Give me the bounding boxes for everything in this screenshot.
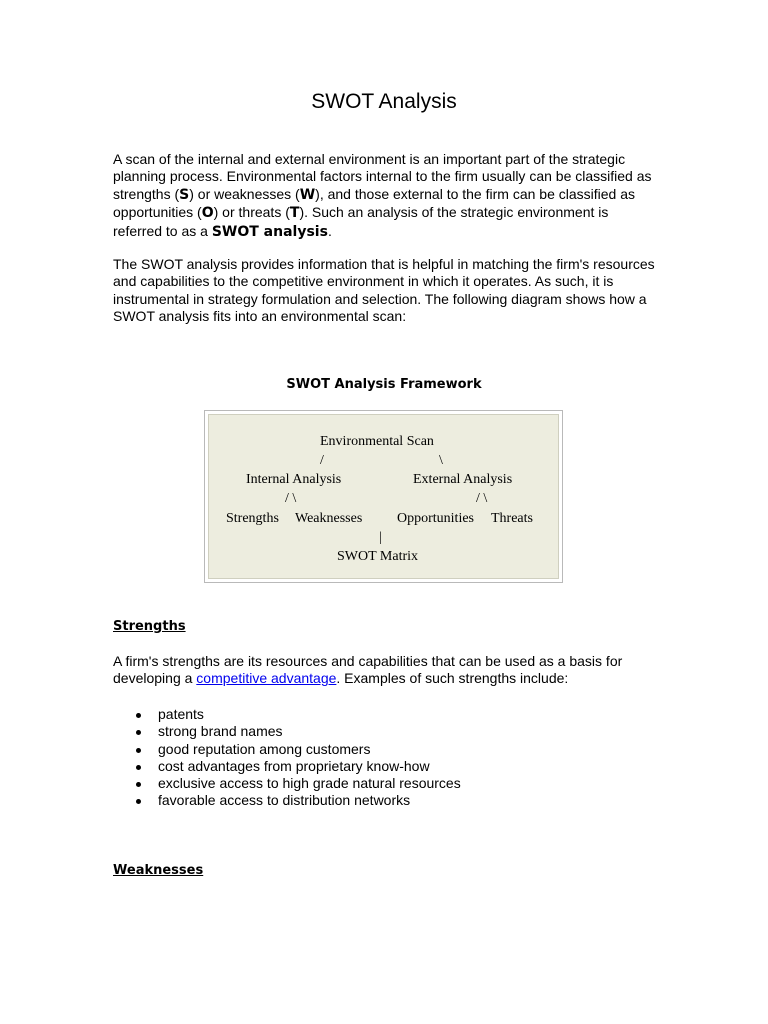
framework-right-branch: \ xyxy=(439,453,443,468)
framework-box xyxy=(204,410,563,583)
list-item-text: strong brand names xyxy=(158,723,283,740)
bold-swot-analysis: SWOT analysis xyxy=(211,223,328,240)
list-item-text: good reputation among customers xyxy=(158,740,371,757)
bullet-icon xyxy=(136,799,141,804)
framework-internal-branch: / \ xyxy=(285,491,297,506)
bullet-icon xyxy=(136,730,141,735)
framework-internal: Internal Analysis xyxy=(246,472,342,487)
list-item xyxy=(113,723,461,740)
framework-weaknesses: Weaknesses xyxy=(295,511,363,526)
bullet-icon xyxy=(136,748,141,753)
framework-strengths: Strengths xyxy=(226,511,279,526)
intro-paragraph-1 xyxy=(113,151,658,241)
framework-opportunities: Opportunities xyxy=(397,511,474,526)
list-item xyxy=(113,775,461,792)
page-title: SWOT Analysis xyxy=(311,90,457,113)
list-item-text: exclusive access to high grade natural resources xyxy=(158,775,461,792)
list-item xyxy=(113,758,461,775)
intro-text: A scan of the internal and external environment is an important part of the strategic planning process. Environmental factors internal to the firm usually can be classified as strengths ( xyxy=(113,151,652,202)
framework-external-branch: / \ xyxy=(476,491,488,506)
strengths-paragraph xyxy=(113,653,658,688)
strengths-text: A firm's strengths are its resources and capabilities that can be used as a basis for developing a xyxy=(113,653,623,687)
framework-matrix: SWOT Matrix xyxy=(337,549,419,564)
framework-left-branch: / xyxy=(320,453,324,468)
bold-o: O xyxy=(201,205,214,222)
list-item-text: patents xyxy=(158,706,204,722)
framework-root: Environmental Scan xyxy=(320,434,434,449)
strengths-heading: Strengths xyxy=(113,619,186,634)
framework-threats: Threats xyxy=(491,511,533,526)
intro-text: . xyxy=(327,222,332,239)
framework-caption: SWOT Analysis Framework xyxy=(286,377,482,392)
framework-pipe: | xyxy=(379,530,382,545)
intro-text: ) or threats ( xyxy=(213,204,290,221)
list-item xyxy=(113,741,461,758)
bold-w: W xyxy=(299,186,316,203)
framework-panel xyxy=(208,414,559,579)
list-item-text: cost advantages from proprietary know-how xyxy=(158,757,430,774)
weaknesses-heading: Weaknesses xyxy=(113,863,204,878)
intro-text: ) or weaknesses ( xyxy=(189,185,300,202)
framework-external: External Analysis xyxy=(413,472,513,487)
list-item xyxy=(113,706,461,723)
bold-t: T xyxy=(289,205,300,222)
strengths-text: . Examples of such strengths include: xyxy=(336,670,569,687)
competitive-advantage-link[interactable]: competitive advantage xyxy=(196,670,337,687)
bold-s: S xyxy=(179,186,190,203)
strengths-list xyxy=(113,706,461,810)
list-item-text: favorable access to distribution networks xyxy=(158,792,411,809)
bullet-icon xyxy=(136,782,141,787)
intro-text: ). Such an analysis of the strategic environment is referred to as a xyxy=(113,204,609,239)
intro-paragraph-2: The SWOT analysis provides information that is helpful in matching the firm's resources and capabilities to the competitive environment in which it operates. As such, it is instrumental in strategy formulation and selection. The following diagram shows how a SWOT analysis fits into an environmental scan: xyxy=(113,256,655,325)
intro-text: ), and those external to the firm can be classified as opportunities ( xyxy=(113,185,636,221)
bullet-icon xyxy=(136,713,141,718)
bullet-icon xyxy=(136,765,141,770)
list-item xyxy=(113,792,461,809)
